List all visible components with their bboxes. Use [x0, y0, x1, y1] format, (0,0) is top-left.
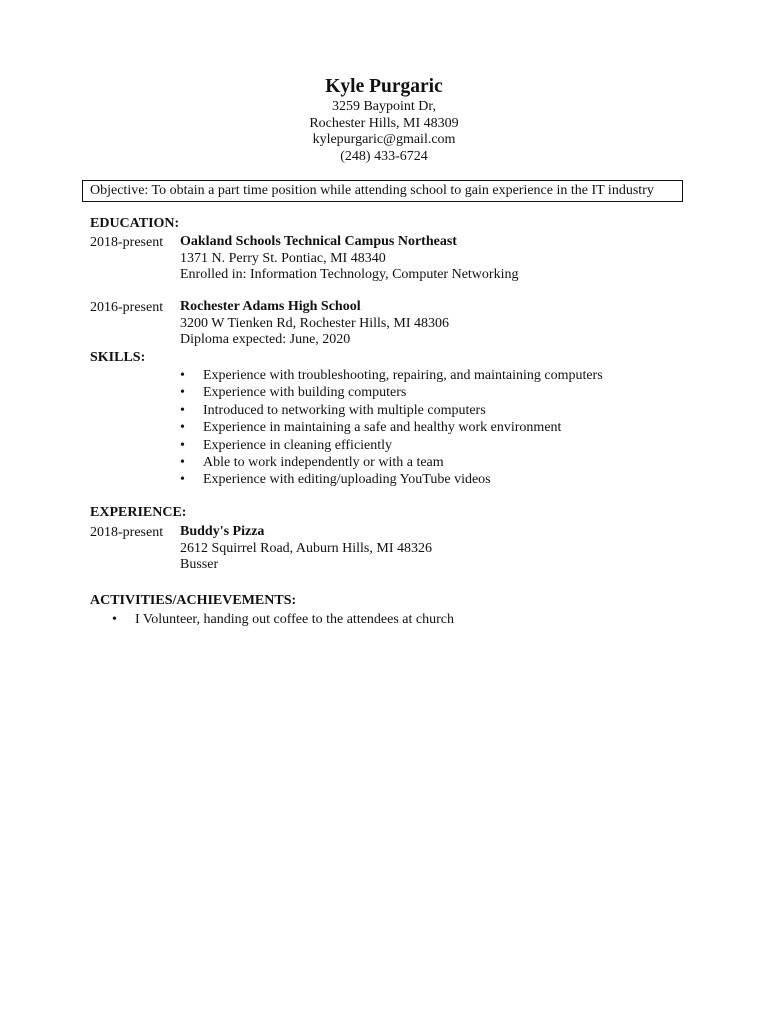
list-item [180, 367, 603, 384]
school-address: 1371 N. Perry St. Pontiac, MI 48340 [180, 250, 386, 266]
bullet-icon: • [180, 472, 185, 488]
bullet-icon: • [180, 455, 185, 471]
skill-text: Experience in maintaining a safe and healthy work environment [203, 420, 562, 436]
list-item [180, 419, 603, 436]
skill-text: Able to work independently or with a team [203, 455, 444, 471]
school-name: Rochester Adams High School [180, 299, 361, 314]
school-note: Diploma expected: June, 2020 [180, 332, 351, 347]
list-item [180, 384, 603, 401]
bullet-icon: • [180, 420, 185, 436]
bullet-icon: • [180, 402, 185, 418]
activities-list [112, 611, 454, 628]
skills-list [180, 367, 603, 489]
school-note: Enrolled in: Information Technology, Computer Networking [180, 267, 519, 282]
list-item [112, 611, 454, 628]
education-date: 2016-present [90, 300, 164, 315]
experience-heading: EXPERIENCE: [90, 505, 187, 520]
job-role: Busser [180, 557, 219, 572]
address-line-2: Rochester Hills, MI 48309 [309, 115, 459, 131]
bullet-icon: • [180, 368, 185, 383]
bullet-icon: • [112, 612, 117, 627]
bullet-icon: • [180, 385, 185, 401]
experience-date: 2018-present [90, 525, 164, 540]
activities-heading: ACTIVITIES/ACHIEVEMENTS: [90, 593, 297, 608]
school-address: 3200 W Tienken Rd, Rochester Hills, MI 48306 [180, 315, 449, 331]
skill-text: Experience with troubleshooting, repairing, and maintaining computers [203, 368, 603, 383]
list-item [180, 402, 603, 419]
skill-text: Experience with editing/uploading YouTube videos [203, 472, 491, 488]
bullet-icon: • [180, 437, 185, 453]
address-line-1: 3259 Baypoint Dr, [331, 99, 437, 114]
skill-text: Experience in cleaning efficiently [203, 437, 393, 453]
email-address: kylepurgaric@gmail.com [312, 132, 456, 147]
school-name: Oakland Schools Technical Campus Northeast [180, 234, 457, 249]
education-heading: EDUCATION: [90, 216, 180, 231]
list-item [180, 454, 603, 471]
skill-text: Introduced to networking with multiple computers [203, 402, 486, 418]
skills-heading: SKILLS: [90, 350, 146, 365]
list-item [180, 471, 603, 488]
resume-header [0, 75, 768, 165]
objective-box: Objective: To obtain a part time position while attending school to gain experience in the IT industry [82, 180, 683, 202]
applicant-name: Kyle Purgaric [325, 76, 443, 97]
skill-text: Experience with building computers [203, 385, 407, 401]
education-date: 2018-present [90, 235, 164, 250]
employer-name: Buddy's Pizza [180, 524, 265, 539]
phone-number: (248) 433-6724 [340, 148, 428, 164]
list-item [180, 437, 603, 454]
activity-text: I Volunteer, handing out coffee to the attendees at church [135, 612, 454, 627]
employer-address: 2612 Squirrel Road, Auburn Hills, MI 48326 [180, 540, 432, 556]
